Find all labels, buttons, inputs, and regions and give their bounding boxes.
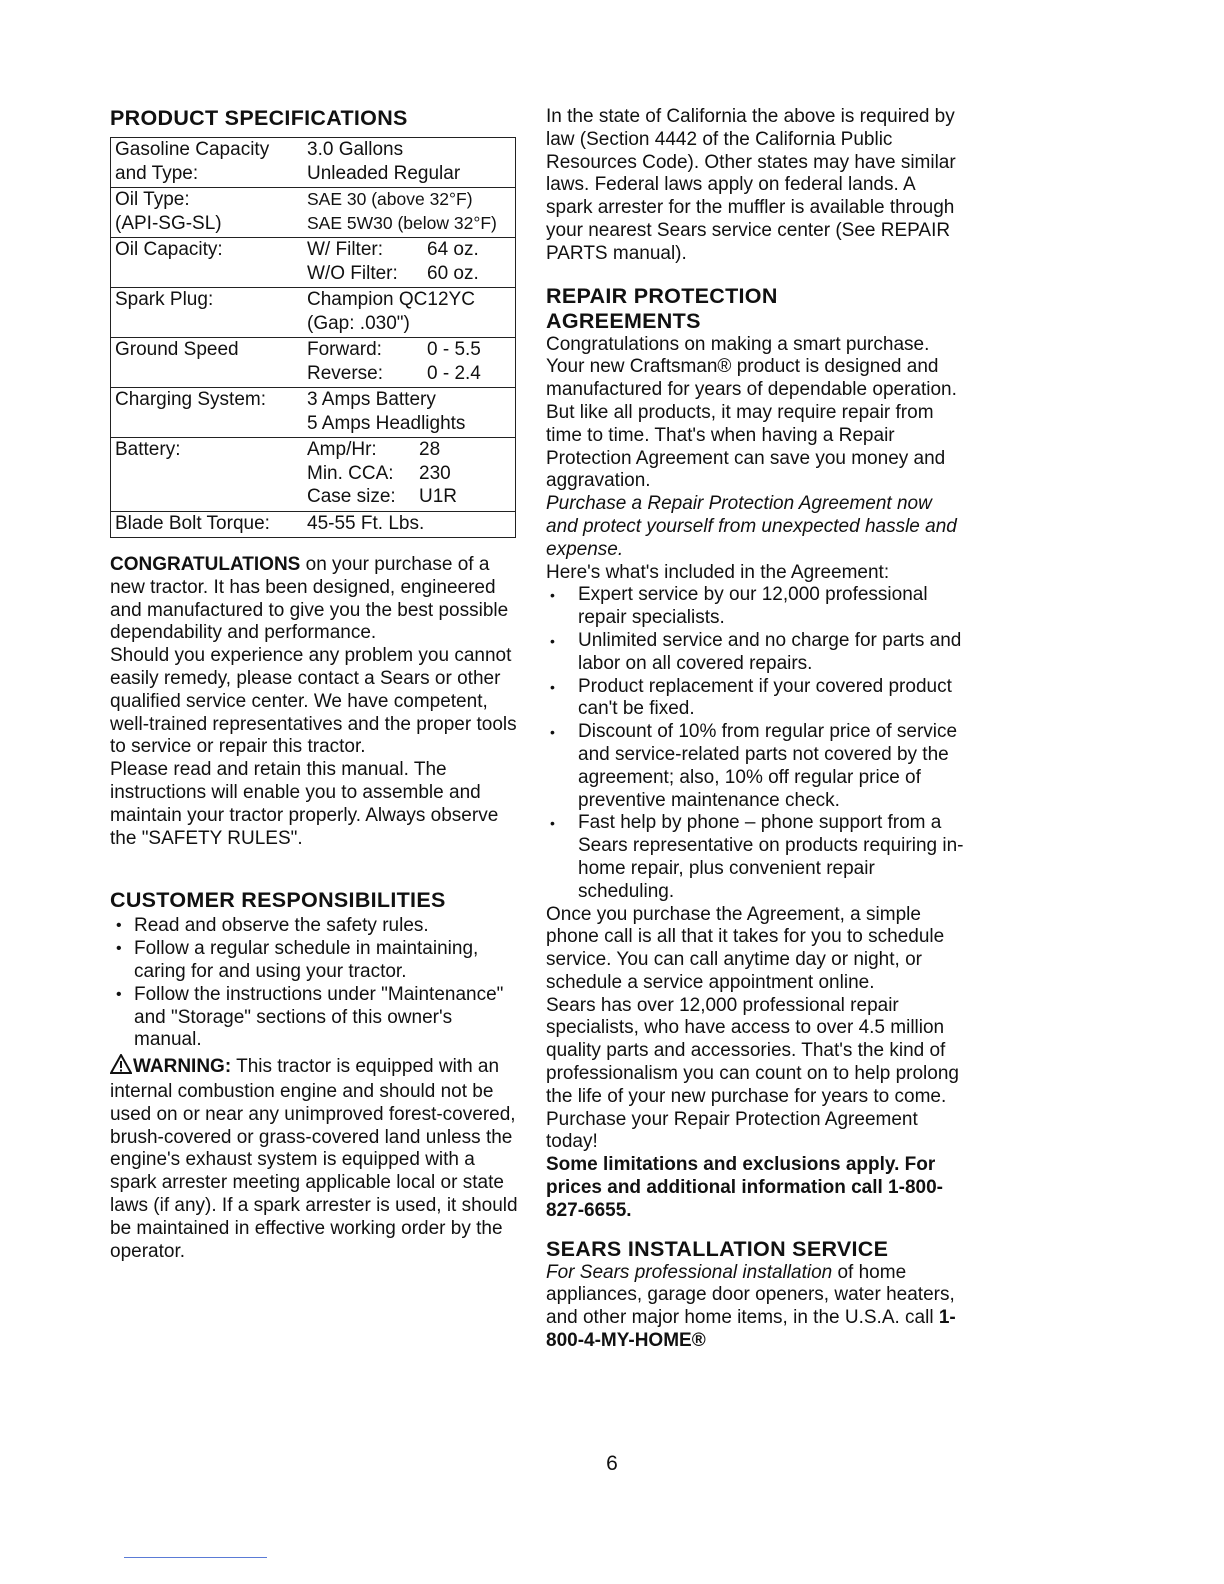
congrats-paragraph bbox=[110, 554, 520, 645]
spec-label: (API-SG-SL) bbox=[115, 212, 222, 234]
spec-key: W/O Filter: bbox=[307, 262, 398, 284]
spec-label: Oil Type: bbox=[115, 189, 190, 210]
customer-list bbox=[110, 915, 520, 1052]
spec-label: Spark Plug: bbox=[115, 289, 214, 310]
customer-title: CUSTOMER RESPONSIBILITIES bbox=[110, 888, 446, 913]
repair-title-line-2: AGREEMENTS bbox=[546, 308, 701, 333]
congrats-lead: CONGRATULATIONS bbox=[110, 554, 301, 575]
spec-value: 0 - 5.5 bbox=[427, 339, 481, 360]
list-item: • Discount of 10% from regular price of service and service-related parts not covered by the agreement; also, 10% off regular price of preventive maintenance check. bbox=[546, 721, 966, 812]
spec-row-torque bbox=[111, 511, 516, 538]
spec-row-charging bbox=[111, 388, 516, 438]
warning-icon bbox=[110, 1054, 132, 1081]
spec-value: Champion QC12YC bbox=[307, 289, 475, 310]
spec-value: 3 Amps Battery bbox=[307, 389, 436, 410]
repair-title-line-1: REPAIR PROTECTION bbox=[546, 283, 778, 308]
congrats-paragraph-2: Should you experience any problem you cannot easily remedy, please contact a Sears or other qualified service center. We have competent, well-trained representatives and the proper tools to service or repair this tractor. bbox=[110, 645, 517, 758]
spec-key: Forward: bbox=[307, 339, 382, 360]
repair-paragraph-2: Once you purchase the Agreement, a simple phone call is all that it takes for you to schedule service. You can call anytime day or night, or schedule a service appointment online. bbox=[546, 903, 945, 993]
spec-value: U1R bbox=[419, 486, 458, 507]
repair-paragraph-3: Sears has over 12,000 professional repair specialists, who have access to over 4.5 million quality parts and accessories. That's the kind of professionalism you can count on to help prolong the life of your new purchase for years to come. Purchase your Repair Protection Agreement today! bbox=[546, 994, 959, 1153]
spec-value: 0 - 2.4 bbox=[427, 362, 481, 384]
spec-value: (Gap: .030") bbox=[307, 312, 410, 334]
spec-key: Reverse: bbox=[307, 362, 384, 384]
spec-label: Battery: bbox=[115, 439, 181, 460]
list-item: • Product replacement if your covered product can't be fixed. bbox=[546, 676, 966, 722]
spec-key: Min. CCA: bbox=[307, 462, 394, 484]
right-column bbox=[546, 106, 966, 1353]
california-paragraph: In the state of California the above is required by law (Section 4442 of the California Public Resources Code). Other states may have similar laws. Federal laws apply on federal lands. A spark arrester for the muffler is available through your nearest Sears service center (See REPAIR PARTS manual). bbox=[546, 106, 956, 264]
spec-value: 60 oz. bbox=[427, 262, 479, 284]
install-paragraph bbox=[546, 1262, 966, 1353]
spec-label: Gasoline Capacity bbox=[115, 139, 270, 160]
install-italic: For Sears professional installation bbox=[546, 1261, 833, 1283]
spec-row-ground-speed bbox=[111, 338, 516, 388]
repair-bold-notice: Some limitations and exclusions apply. For prices and additional information call 1-800-827-6655. bbox=[546, 1154, 943, 1221]
spec-value: 64 oz. bbox=[427, 239, 479, 260]
spec-value: 5 Amps Headlights bbox=[307, 412, 466, 434]
spec-row-battery bbox=[111, 438, 516, 512]
list-item: • Follow a regular schedule in maintaining, caring for and using your tractor. bbox=[110, 938, 520, 984]
left-column bbox=[110, 106, 520, 1263]
warning-paragraph bbox=[110, 1054, 520, 1263]
spec-label: Ground Speed bbox=[115, 339, 239, 360]
bottom-divider bbox=[124, 1557, 267, 1558]
spec-key: W/ Filter: bbox=[307, 239, 383, 260]
spec-row-gasoline bbox=[111, 138, 516, 188]
spec-value: 45-55 Ft. Lbs. bbox=[307, 512, 425, 534]
list-item: • Expert service by our 12,000 professional repair specialists. bbox=[546, 584, 966, 630]
spec-table bbox=[110, 137, 516, 538]
congrats-paragraph-3: Please read and retain this manual. The instructions will enable you to assemble and maintain your tractor properly. Always observe the "SAFETY RULES". bbox=[110, 759, 499, 849]
spec-value: 230 bbox=[419, 462, 451, 484]
install-text: of home appliances, garage door openers, water heaters, and other major home items, in the U.S.A. call bbox=[546, 1261, 955, 1329]
spec-row-oil-type bbox=[111, 188, 516, 238]
repair-italic: Purchase a Repair Protection Agreement now and protect yourself from unexpected hassle and expense. bbox=[546, 493, 957, 560]
spec-value: 28 bbox=[419, 439, 441, 460]
spec-value: SAE 5W30 (below 32°F) bbox=[307, 212, 497, 233]
repair-list bbox=[546, 584, 966, 903]
repair-title bbox=[546, 284, 966, 334]
list-item: • Unlimited service and no charge for parts and labor on all covered repairs. bbox=[546, 630, 966, 676]
warning-text: This tractor is equipped with an internal combustion engine and should not be used on or near any unimproved forest-covered, brush-covered or grass-covered land unless the engine's exhaust system is equipped with a spark arrester meeting applicable local or state laws (if any). If a spark arrester is used, it should be maintained in effective working order by the operator. bbox=[110, 1056, 518, 1262]
install-title: SEARS INSTALLATION SERVICE bbox=[546, 1236, 889, 1261]
page-number: 6 bbox=[606, 1452, 618, 1475]
repair-paragraph: Congratulations on making a smart purchase. Your new Craftsman® product is designed and manufactured for years of dependable operation. But like all products, it may require repair from time to time. That's when having a Repair Protection Agreement can save you money and aggravation. bbox=[546, 333, 957, 492]
list-item: • Fast help by phone – phone support from a Sears representative on products requiring in-home repair, plus convenient repair scheduling. bbox=[546, 812, 966, 903]
spec-key: Case size: bbox=[307, 486, 396, 507]
list-item: • Follow the instructions under "Maintenance" and "Storage" sections of this owner's manual. bbox=[110, 984, 520, 1052]
congrats-text: on your purchase of a new tractor. It has been designed, engineered and manufactured to give you the best possible dependability and performance. bbox=[110, 554, 509, 644]
list-item: • Read and observe the safety rules. bbox=[110, 915, 520, 938]
spec-value: Unleaded Regular bbox=[307, 162, 461, 184]
spec-value: 3.0 Gallons bbox=[307, 139, 404, 160]
spec-key: Amp/Hr: bbox=[307, 439, 377, 460]
spec-title: PRODUCT SPECIFICATIONS bbox=[110, 106, 408, 130]
warning-label: WARNING: bbox=[133, 1056, 232, 1078]
spec-row-oil-capacity bbox=[111, 238, 516, 288]
spec-row-spark-plug bbox=[111, 288, 516, 338]
install-phone: 1-800-4-MY-HOME® bbox=[546, 1307, 956, 1352]
spec-label: and Type: bbox=[115, 162, 199, 184]
spec-value: SAE 30 (above 32°F) bbox=[307, 189, 473, 209]
spec-label: Charging System: bbox=[115, 389, 267, 410]
spec-label: Oil Capacity: bbox=[115, 239, 223, 260]
spec-label: Blade Bolt Torque: bbox=[115, 512, 270, 534]
repair-intro: Here's what's included in the Agreement: bbox=[546, 561, 890, 583]
